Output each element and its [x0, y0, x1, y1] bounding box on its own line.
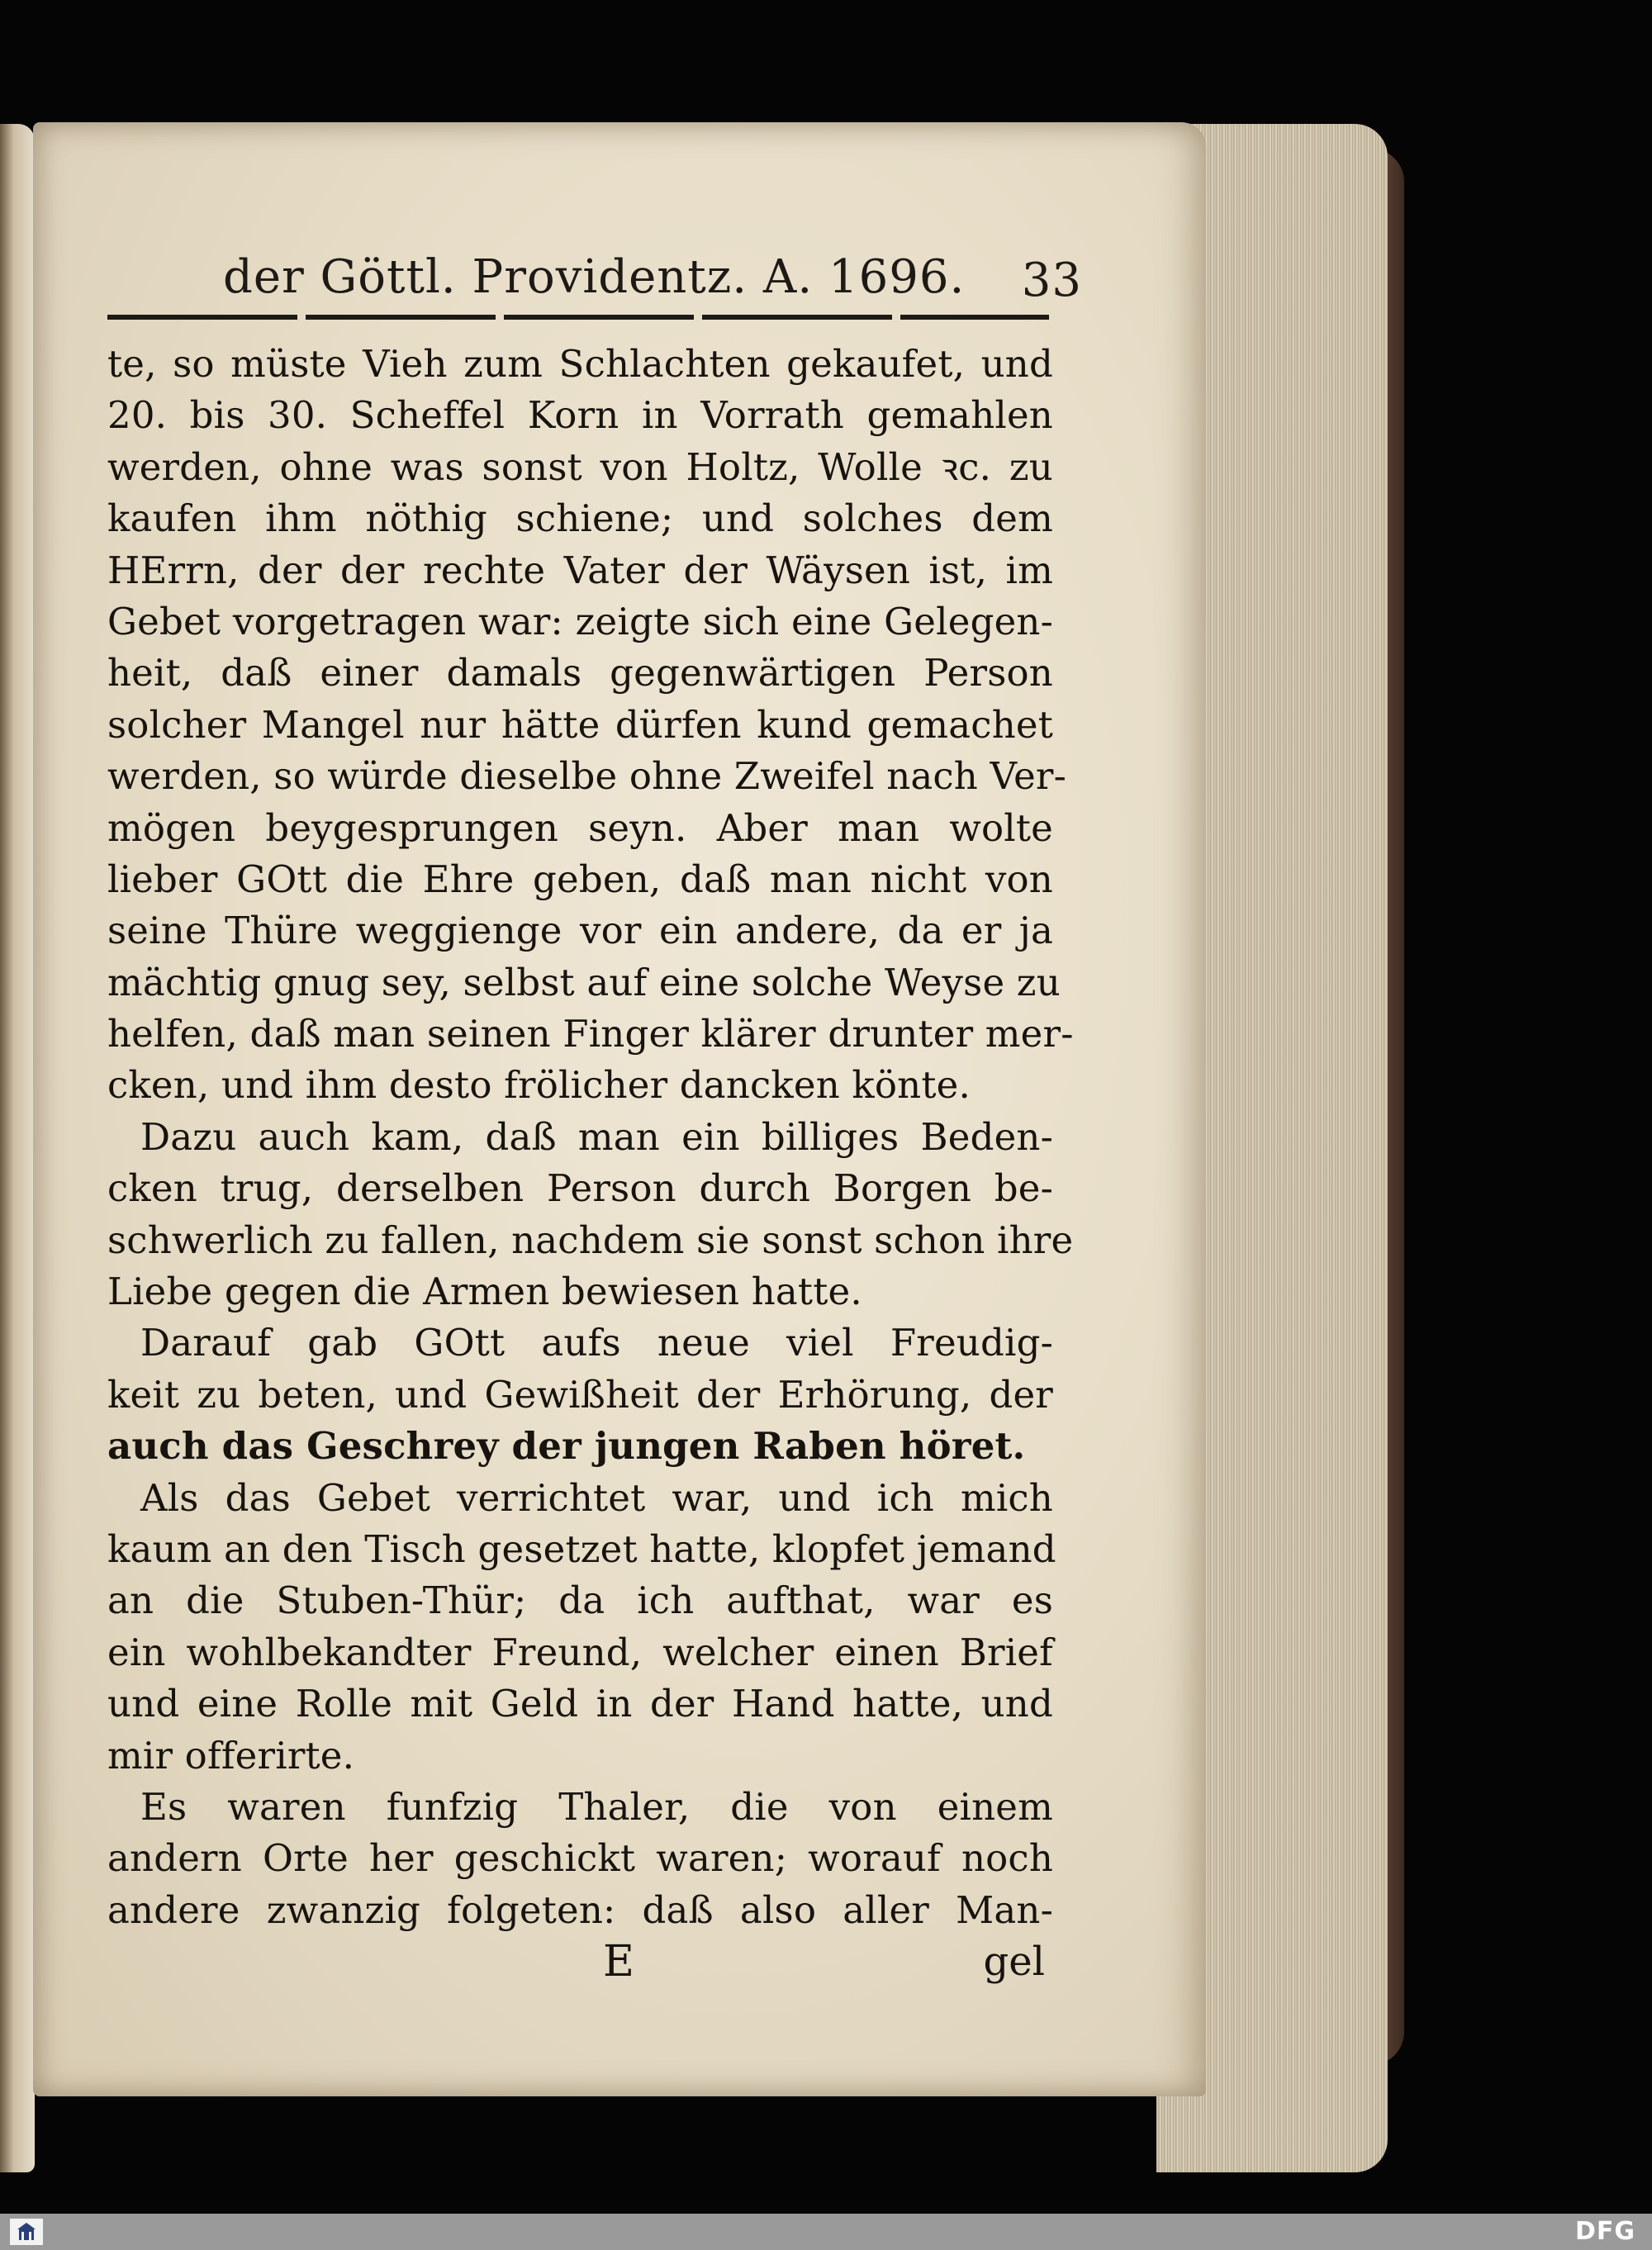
header-rule	[107, 315, 1049, 320]
body-text	[107, 339, 1074, 1987]
text-line: helfen, daß man seinen Finger klärer drunter mer-	[107, 1012, 1074, 1056]
dfg-credit: DFG	[1574, 2217, 1635, 2246]
text-line: und eine Rolle mit Geld in der Hand hatte, und	[107, 1682, 1053, 1726]
text-line: an die Stuben-Thür; da ich aufthat, war es	[107, 1578, 1053, 1623]
text-line: lieber GOtt die Ehre geben, daß man nicht von	[107, 857, 1053, 901]
text-line: andere zwanzig folgeten: daß also aller Man-	[107, 1887, 1053, 1932]
viewer-footer	[0, 2214, 1652, 2250]
text-line: andern Orte her geschickt waren; worauf noch	[107, 1836, 1053, 1881]
catchword: gel	[983, 1939, 1045, 1986]
text-line: werden, so würde dieselbe ohne Zweifel nach Ver-	[107, 754, 1067, 799]
previous-page-edge	[0, 124, 35, 2172]
text-line: auch das Geschrey der jungen Raben höret.	[107, 1424, 1026, 1469]
running-head	[132, 242, 1082, 316]
text-line: Liebe gegen die Armen bewiesen hatte.	[107, 1270, 862, 1314]
text-line: Dazu auch kam, daß man ein billiges Beden-	[140, 1114, 1053, 1159]
text-line: kaum an den Tisch gesetzet hatte, klopfet jemand	[107, 1526, 1056, 1571]
text-line: schwerlich zu fallen, nachdem sie sonst schon ihre	[107, 1218, 1074, 1262]
text-line: heit, daß einer damals gegenwärtigen Person	[107, 651, 1053, 695]
text-line: mächtig gnug sey, selbst auf eine solche Weyse zu	[107, 960, 1061, 1004]
text-line: solcher Mangel nur hätte dürfen kund gemachet	[107, 702, 1053, 747]
book-page	[33, 122, 1206, 2096]
page-number: 33	[1021, 254, 1082, 307]
signature-mark: E	[603, 1937, 634, 1987]
text-line: Als das Gebet verrichtet war, und ich mich	[140, 1475, 1053, 1520]
running-title: der Göttl. Providentz. A. 1696.	[223, 250, 966, 304]
text-line: Darauf gab GOtt aufs neue viel Freudig-	[140, 1321, 1053, 1365]
text-line: mögen beygesprungen seyn. Aber man wolte	[107, 805, 1053, 850]
text-line: 20. bis 30. Scheffel Korn in Vorrath gemahlen	[107, 393, 1053, 438]
text-line: Gebet vorgetragen war: zeigte sich eine Gelegen-	[107, 599, 1053, 643]
text-line: cken, und ihm desto frölicher dancken könte.	[107, 1063, 971, 1108]
text-line: ein wohlbekandter Freund, welcher einen Brief	[107, 1630, 1053, 1674]
text-line: te, so müste Vieh zum Schlachten gekaufet, und	[107, 342, 1053, 386]
text-line: cken trug, derselben Person durch Borgen be-	[107, 1166, 1053, 1211]
text-line: HErrn, der der rechte Vater der Wäysen ist, im	[107, 548, 1053, 592]
text-line: mir offerirte.	[107, 1733, 355, 1778]
text-line: keit zu beten, und Gewißheit der Erhörung, der	[107, 1372, 1053, 1417]
text-line: kaufen ihm nöthig schiene; und solches dem	[107, 496, 1053, 541]
catch-row	[107, 1936, 1053, 1987]
text-line: Es waren funfzig Thaler, die von einem	[140, 1784, 1053, 1829]
text-line: seine Thüre weggienge vor ein andere, da er ja	[107, 909, 1053, 953]
library-logo-icon	[10, 2219, 43, 2245]
text-line: werden, ohne was sonst von Holtz, Wolle ꝛc. zu	[107, 444, 1053, 489]
